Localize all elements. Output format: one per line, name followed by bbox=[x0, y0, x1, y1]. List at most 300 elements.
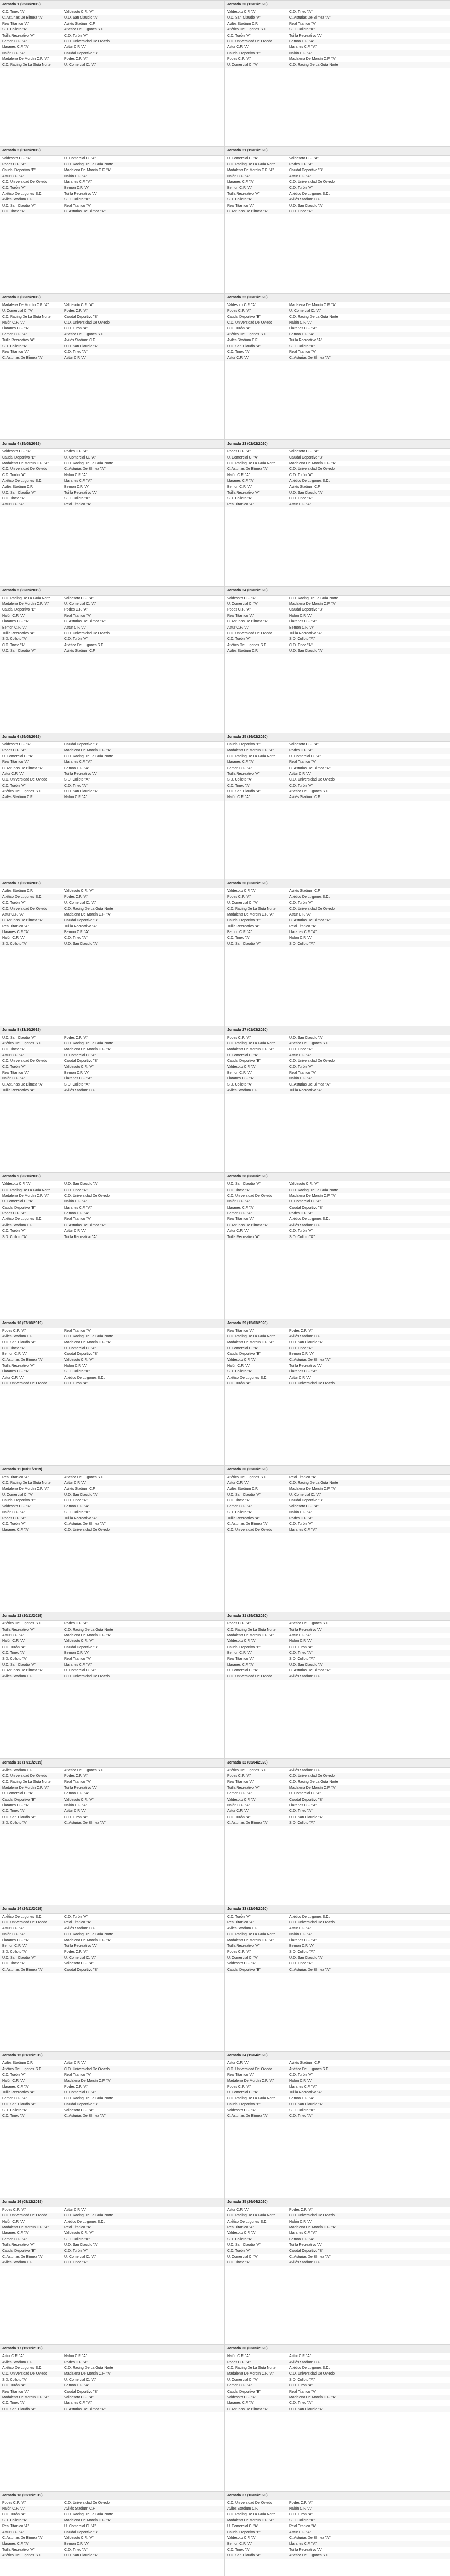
away-team: C. Asturias De Blimea "A" bbox=[289, 1669, 331, 1673]
away-team: Valdesoto C.F. "A" bbox=[289, 1182, 319, 1187]
match-row bbox=[225, 1053, 450, 1058]
away-team: Caudal Deportivo "B" bbox=[289, 1206, 323, 1210]
away-team: C.D. Tineo "A" bbox=[64, 784, 88, 788]
home-team: C.D. Tineo "A" bbox=[2, 2401, 25, 2405]
home-team: Astur C.F. "A" bbox=[2, 1926, 24, 1930]
round-title: Jornada 15 (01/12/2019) bbox=[0, 2051, 224, 2060]
away-team: Madalena De Morcín C.F. "A" bbox=[64, 2372, 111, 2376]
away-team: Bemon C.F. "A" bbox=[64, 930, 90, 935]
match-row bbox=[225, 179, 450, 185]
home-team: Astur C.F. "A" bbox=[227, 45, 249, 49]
home-team: Astur C.F. "A" bbox=[2, 502, 24, 506]
match-row bbox=[225, 1082, 450, 1088]
match-row bbox=[0, 783, 224, 789]
match-row bbox=[225, 449, 450, 454]
away-team: Real Titanico "A" bbox=[64, 1217, 92, 1222]
match-row bbox=[0, 1375, 224, 1381]
away-team: Tuilla Recreativo "A" bbox=[289, 2091, 322, 2095]
away-team: Caudal Deportivo "B" bbox=[64, 51, 98, 55]
match-row bbox=[225, 2102, 450, 2107]
home-team: Llaranes C.F. "A" bbox=[227, 760, 254, 765]
home-team: Tuilla Recreativo "A" bbox=[227, 1235, 260, 1239]
home-team: Bemon C.F. "A" bbox=[227, 485, 252, 489]
match-row bbox=[225, 1088, 450, 1093]
round-title: Jornada 2 (01/09/2019) bbox=[0, 146, 224, 156]
match-row bbox=[225, 636, 450, 642]
match-row bbox=[0, 472, 224, 478]
away-team: C.D. Racing De La Guía Norte bbox=[289, 63, 338, 67]
away-team: Madalena De Morcín C.F. "A" bbox=[289, 602, 336, 606]
away-team: Real Titanico "A" bbox=[289, 22, 317, 26]
away-team: C. Asturias De Blimea "A" bbox=[64, 209, 106, 213]
home-team: U. Comercial C. "A" bbox=[227, 2378, 258, 2382]
match-row bbox=[225, 2377, 450, 2383]
home-team: U.D. San Claudio "A" bbox=[227, 344, 261, 348]
away-team: C.D. Turón "A" bbox=[289, 2073, 313, 2077]
match-row bbox=[0, 2530, 224, 2535]
match-row bbox=[225, 1955, 450, 1961]
home-team: Avilés Stadium C.F. bbox=[2, 2261, 33, 2265]
round-title: Jornada 26 (23/02/2020) bbox=[225, 879, 450, 888]
match-row bbox=[225, 15, 450, 21]
match-row bbox=[225, 466, 450, 472]
away-team: Real Titanico "A" bbox=[289, 924, 317, 928]
away-team: C.D. Tineo "A" bbox=[289, 643, 313, 647]
home-team: C.D. Tineo "A" bbox=[227, 936, 250, 940]
match-row bbox=[225, 1035, 450, 1041]
away-team: C.D. Turón "A" bbox=[289, 784, 313, 788]
away-team: C. Asturias De Blimea "A" bbox=[289, 2536, 331, 2540]
away-team: Llaranes C.F. "A" bbox=[289, 1370, 317, 1374]
away-team: Podes C.F. "A" bbox=[64, 1036, 88, 1040]
round-title: Jornada 34 (19/04/2020) bbox=[225, 2051, 450, 2060]
home-team: Podes C.F. "A" bbox=[227, 895, 251, 899]
away-team: Llaranes C.F. "A" bbox=[289, 620, 317, 624]
match-row bbox=[225, 2353, 450, 2359]
away-team: Tuilla Recreativo "A" bbox=[64, 1944, 97, 1948]
away-team: S.D. Colloto "A" bbox=[289, 1950, 315, 1954]
match-row bbox=[0, 906, 224, 912]
away-team: Valdesoto C.F. "A" bbox=[64, 303, 94, 307]
home-team: Tuilla Recreativo "A" bbox=[2, 1089, 35, 1093]
away-team: C. Asturias De Blimea "A" bbox=[64, 2407, 106, 2411]
away-team: Llaranes C.F. "A" bbox=[289, 2542, 317, 2546]
match-row bbox=[0, 33, 224, 39]
match-row bbox=[0, 794, 224, 800]
away-team: Nalón C.F. "A" bbox=[64, 1200, 88, 1204]
away-team: C.D. Racing De La Guía Norte bbox=[64, 2214, 113, 2218]
match-row bbox=[225, 33, 450, 39]
away-team: Podes C.F. "A" bbox=[289, 1329, 313, 1333]
home-team: Madalena De Morcín C.F. "A" bbox=[227, 2518, 274, 2522]
away-team: Astur C.F. "A" bbox=[289, 912, 311, 917]
home-team: Nalón C.F. "A" bbox=[227, 795, 250, 800]
home-team: C.D. Universidad De Oviedo bbox=[227, 631, 272, 635]
away-team: Tuilla Recreativo "A" bbox=[289, 1089, 322, 1093]
home-team: C.D. Turón "A" bbox=[2, 784, 26, 788]
round-title: Jornada 27 (01/03/2020) bbox=[225, 1026, 450, 1035]
home-team: Valdesoto C.F. "A" bbox=[227, 303, 256, 307]
home-team: Astur C.F. "A" bbox=[227, 356, 249, 360]
away-team: C.D. Universidad De Oviedo bbox=[289, 1774, 335, 1778]
match-row bbox=[225, 1357, 450, 1363]
match-row bbox=[0, 1381, 224, 1386]
match-row bbox=[0, 935, 224, 941]
match-row bbox=[0, 2406, 224, 2412]
match-row bbox=[0, 1943, 224, 1949]
home-team: Valdesoto C.F. "A" bbox=[2, 1504, 31, 1509]
home-team: U.D. San Claudio "A" bbox=[227, 2554, 261, 2558]
match-row bbox=[0, 1181, 224, 1187]
round-title: Jornada 23 (02/02/2020) bbox=[225, 439, 450, 449]
match-row bbox=[0, 1920, 224, 1925]
home-team: C. Asturias De Blimea "A" bbox=[2, 766, 43, 770]
home-team: Llaranes C.F. "A" bbox=[2, 1528, 29, 1532]
away-team: Podes C.F. "A" bbox=[64, 895, 88, 899]
home-team: U.D. San Claudio "A" bbox=[2, 490, 36, 495]
match-row bbox=[0, 2541, 224, 2547]
away-team: Llaranes C.F. "A" bbox=[64, 479, 92, 483]
match-row bbox=[225, 1779, 450, 1785]
away-team: C.D. Turón "A" bbox=[289, 901, 313, 905]
round-block bbox=[0, 1612, 225, 1758]
away-team: U. Comercial C. "A" bbox=[64, 157, 96, 161]
away-team: S.D. Colloto "A" bbox=[289, 28, 315, 32]
match-row bbox=[0, 2242, 224, 2248]
away-team: C. Asturias De Blimea "A" bbox=[289, 766, 331, 770]
away-team: Madalena De Morcín C.F. "A" bbox=[64, 1341, 111, 1345]
match-row bbox=[0, 2225, 224, 2230]
away-team: Nalón C.F. "A" bbox=[64, 1804, 88, 1808]
round-block bbox=[0, 586, 225, 733]
match-row bbox=[225, 748, 450, 753]
home-team: Nalón C.F. "A" bbox=[2, 320, 25, 325]
away-team: Real Titanico "A" bbox=[289, 760, 317, 765]
round-title: Jornada 5 (22/09/2019) bbox=[0, 586, 224, 596]
home-team: C.D. Universidad De Oviedo bbox=[2, 1774, 47, 1778]
away-team: Podes C.F. "A" bbox=[289, 1516, 313, 1520]
away-team: C.D. Turón "A" bbox=[64, 2249, 88, 2253]
away-team: C.D. Racing De La Guía Norte bbox=[289, 1780, 338, 1784]
home-team: Tuilla Recreativo "A" bbox=[227, 924, 260, 928]
match-row bbox=[0, 754, 224, 759]
home-team: Atlético De Lugones S.D. bbox=[227, 1376, 268, 1380]
match-row bbox=[0, 625, 224, 631]
home-team: Bemon C.F. "A" bbox=[2, 625, 27, 630]
match-row bbox=[225, 27, 450, 32]
match-row bbox=[0, 759, 224, 765]
match-row bbox=[0, 355, 224, 361]
match-row bbox=[0, 39, 224, 44]
home-team: C.D. Turón "A" bbox=[2, 1645, 26, 1649]
home-team: C.D. Turón "A" bbox=[2, 1065, 26, 1069]
match-row bbox=[0, 1627, 224, 1633]
away-team: Avilés Stadium C.F. bbox=[289, 1334, 321, 1338]
home-team: Nalón C.F. "A" bbox=[2, 2507, 25, 2511]
away-team: Bemon C.F. "A" bbox=[64, 1071, 90, 1075]
away-team: Caudal Deportivo "B" bbox=[64, 1059, 98, 1063]
home-team: Tuilla Recreativo "A" bbox=[2, 338, 35, 343]
match-row bbox=[0, 1351, 224, 1357]
away-team: Astur C.F. "A" bbox=[64, 2208, 86, 2212]
match-row bbox=[225, 174, 450, 179]
round-title: Jornada 10 (27/10/2019) bbox=[0, 1319, 224, 1328]
match-row bbox=[225, 50, 450, 56]
home-team: C.D. Tineo "A" bbox=[2, 1962, 25, 1966]
match-row bbox=[0, 326, 224, 331]
match-row bbox=[225, 9, 450, 15]
match-row bbox=[225, 484, 450, 490]
match-row bbox=[225, 496, 450, 501]
home-team: Tuilla Recreativo "A" bbox=[2, 2243, 35, 2247]
round-title: Jornada 16 (08/12/2019) bbox=[0, 2198, 224, 2207]
away-team: Podes C.F. "A" bbox=[64, 57, 88, 61]
match-row bbox=[0, 337, 224, 343]
home-team: S.D. Colloto "A" bbox=[227, 1082, 252, 1087]
away-team: C.D. Racing De La Guía Norte bbox=[64, 162, 113, 166]
home-team: Astur C.F. "A" bbox=[2, 912, 24, 917]
round-title: Jornada 3 (08/09/2019) bbox=[0, 293, 224, 302]
home-team: C.D. Racing De La Guía Norte bbox=[2, 315, 51, 319]
match-row bbox=[0, 619, 224, 624]
home-team: Bemon C.F. "A" bbox=[227, 186, 252, 190]
home-team: Caudal Deportivo "B" bbox=[227, 1645, 261, 1649]
home-team: C. Asturias De Blimea "A" bbox=[227, 209, 268, 213]
home-team: Llaranes C.F. "A" bbox=[2, 1370, 29, 1374]
home-team: C.D. Turón "A" bbox=[2, 2384, 26, 2388]
home-team: Astur C.F. "A" bbox=[227, 2061, 249, 2065]
away-team: C.D. Universidad De Oviedo bbox=[289, 2214, 335, 2218]
match-row bbox=[0, 1475, 224, 1480]
home-team: C.D. Tineo "A" bbox=[227, 1499, 250, 1503]
home-team: Avilés Stadium C.F. bbox=[2, 1768, 33, 1772]
round-title: Jornada 32 (05/04/2020) bbox=[225, 1758, 450, 1768]
home-team: Atlético De Lugones S.D. bbox=[2, 192, 43, 196]
match-row bbox=[0, 2084, 224, 2090]
match-row bbox=[225, 1791, 450, 1797]
match-row bbox=[0, 2547, 224, 2553]
match-row bbox=[0, 302, 224, 308]
home-team: Podes C.F. "A" bbox=[227, 1036, 251, 1040]
away-team: Atlético De Lugones S.D. bbox=[289, 1915, 330, 1919]
away-team: Podes C.F. "A" bbox=[289, 1212, 313, 1216]
away-team: C.D. Racing De La Guía Norte bbox=[289, 315, 338, 319]
away-team: C.D. Universidad De Oviedo bbox=[289, 1921, 335, 1925]
away-team: Nalón C.F. "A" bbox=[64, 174, 88, 178]
home-team: Madalena De Morcín C.F. "A" bbox=[227, 1047, 274, 1052]
home-team: S.D. Colloto "A" bbox=[2, 637, 27, 641]
away-team: Caudal Deportivo "B" bbox=[64, 315, 98, 319]
round-title: Jornada 35 (26/04/2020) bbox=[225, 2198, 450, 2207]
away-team: Astur C.F. "A" bbox=[289, 1634, 311, 1638]
away-team: U. Comercial C. "A" bbox=[64, 2378, 96, 2382]
home-team: C.D. Tineo "A" bbox=[2, 1346, 25, 1350]
match-row bbox=[0, 642, 224, 648]
match-row bbox=[0, 1914, 224, 1920]
match-row bbox=[0, 888, 224, 894]
match-row bbox=[0, 27, 224, 32]
home-team: C.D. Turón "A" bbox=[227, 1815, 251, 1819]
match-row bbox=[225, 924, 450, 929]
away-team: U. Comercial C. "A" bbox=[64, 2524, 96, 2529]
away-team: U.D. San Claudio "A" bbox=[64, 16, 98, 20]
match-row bbox=[0, 209, 224, 214]
round-title: Jornada 7 (06/10/2019) bbox=[0, 879, 224, 888]
away-team: Tuilla Recreativo "A" bbox=[64, 490, 97, 495]
away-team: Avilés Stadium C.F. bbox=[289, 2061, 321, 2065]
match-row bbox=[225, 185, 450, 191]
match-row bbox=[0, 1791, 224, 1797]
away-team: Atlético De Lugones S.D. bbox=[64, 332, 105, 336]
match-row bbox=[0, 742, 224, 748]
away-team: U. Comercial C. "A" bbox=[289, 1200, 321, 1204]
match-row bbox=[0, 332, 224, 337]
away-team: Avilés Stadium C.F. bbox=[289, 2261, 321, 2265]
home-team: C. Asturias De Blimea "A" bbox=[2, 1358, 43, 1362]
match-row bbox=[0, 2254, 224, 2260]
match-row bbox=[0, 918, 224, 923]
home-team: U. Comercial C. "A" bbox=[2, 1200, 33, 1204]
home-team: U.D. San Claudio "A" bbox=[2, 2103, 36, 2107]
home-team: Madalena De Morcín C.F. "A" bbox=[2, 1786, 49, 1790]
match-row bbox=[225, 2553, 450, 2558]
away-team: Nalón C.F. "A" bbox=[64, 2354, 88, 2359]
match-row bbox=[0, 1656, 224, 1662]
home-team: C.D. Universidad De Oviedo bbox=[2, 2372, 47, 2376]
away-team: Tuilla Recreativo "A" bbox=[64, 772, 97, 776]
match-row bbox=[0, 900, 224, 906]
match-row bbox=[225, 326, 450, 331]
match-row bbox=[0, 1650, 224, 1656]
home-team: Valdesoto C.F. "A" bbox=[227, 1065, 256, 1069]
away-team: Atlético De Lugones S.D. bbox=[64, 1475, 105, 1479]
match-row bbox=[0, 1076, 224, 1081]
home-team: Podes C.F. "A" bbox=[2, 2208, 26, 2212]
match-row bbox=[225, 461, 450, 466]
match-row bbox=[0, 1082, 224, 1088]
home-team: Podes C.F. "A" bbox=[227, 1622, 251, 1626]
home-team: Llaranes C.F. "A" bbox=[2, 620, 29, 624]
home-team: Valdesoto C.F. "A" bbox=[2, 742, 31, 747]
match-row bbox=[0, 197, 224, 202]
match-row bbox=[225, 44, 450, 50]
away-team: Bemon C.F. "A" bbox=[64, 1504, 90, 1509]
home-team: Madalena De Morcín C.F. "A" bbox=[227, 912, 274, 917]
round-block bbox=[225, 1465, 450, 1612]
away-team: Valdesoto C.F. "A" bbox=[64, 1639, 94, 1643]
round-block bbox=[225, 1026, 450, 1172]
match-row bbox=[225, 1920, 450, 1925]
match-row bbox=[0, 894, 224, 900]
away-team: C.D. Tineo "A" bbox=[289, 1809, 313, 1814]
match-row bbox=[225, 2078, 450, 2084]
away-team: Valdesoto C.F. "A" bbox=[289, 742, 319, 747]
away-team: Astur C.F. "A" bbox=[289, 1376, 311, 1380]
home-team: Real Titanico "A" bbox=[227, 1921, 254, 1925]
match-row bbox=[225, 2383, 450, 2388]
match-row bbox=[225, 302, 450, 308]
match-row bbox=[225, 2360, 450, 2365]
home-team: C.D. Turón "A" bbox=[2, 186, 26, 190]
away-team: C.D. Racing De La Guía Norte bbox=[64, 907, 113, 911]
away-team: Avilés Stadium C.F. bbox=[289, 485, 321, 489]
away-team: Atlético De Lugones S.D. bbox=[289, 2067, 330, 2071]
away-team: Atlético De Lugones S.D. bbox=[289, 192, 330, 196]
away-team: Tuilla Recreativo "A" bbox=[289, 2548, 322, 2552]
away-team: U. Comercial C. "A" bbox=[64, 1053, 96, 1057]
match-row bbox=[225, 1076, 450, 1081]
away-team: Avilés Stadium C.F. bbox=[64, 1487, 96, 1491]
away-team: C.D. Turón "A" bbox=[289, 2513, 313, 2517]
home-team: C.D. Universidad De Oviedo bbox=[227, 1674, 272, 1679]
away-team: Nalón C.F. "A" bbox=[289, 51, 313, 55]
home-team: C.D. Racing De La Guía Norte bbox=[2, 1188, 51, 1192]
home-team: Real Titanico "A" bbox=[227, 1329, 254, 1333]
away-team: S.D. Colloto "A" bbox=[289, 344, 315, 348]
home-team: Madalena De Morcín C.F. "A" bbox=[227, 1341, 274, 1345]
home-team: Nalón C.F. "A" bbox=[2, 614, 25, 618]
home-team: C. Asturias De Blimea "A" bbox=[2, 356, 43, 360]
match-row bbox=[225, 490, 450, 496]
match-row bbox=[0, 771, 224, 777]
away-team: C.D. Turón "A" bbox=[64, 1815, 88, 1819]
away-team: Caudal Deportivo "B" bbox=[64, 2103, 98, 2107]
match-row bbox=[0, 203, 224, 209]
away-team: U. Comercial C. "A" bbox=[64, 2091, 96, 2095]
match-row bbox=[225, 2518, 450, 2523]
match-row bbox=[0, 179, 224, 185]
home-team: S.D. Colloto "A" bbox=[2, 1821, 27, 1825]
home-team: Atlético De Lugones S.D. bbox=[227, 2219, 268, 2224]
away-team: Astur C.F. "A" bbox=[289, 2354, 311, 2359]
away-team: Tuilla Recreativo "A" bbox=[289, 2243, 322, 2247]
home-team: Tuilla Recreativo "A" bbox=[227, 772, 260, 776]
match-row bbox=[0, 15, 224, 21]
away-team: Bemon C.F. "A" bbox=[289, 1944, 315, 1948]
match-row bbox=[0, 1621, 224, 1626]
away-team: S.D. Colloto "A" bbox=[64, 778, 90, 782]
away-team: C. Asturias De Blimea "A" bbox=[64, 467, 106, 471]
home-team: Atlético De Lugones S.D. bbox=[227, 28, 268, 32]
home-team: Avilés Stadium C.F. bbox=[2, 198, 33, 202]
match-row bbox=[225, 1064, 450, 1070]
home-team: U.D. San Claudio "A" bbox=[227, 2243, 261, 2247]
home-team: Atlético De Lugones S.D. bbox=[2, 1217, 43, 1222]
match-row bbox=[225, 2242, 450, 2248]
away-team: Bemon C.F. "A" bbox=[289, 1352, 315, 1357]
match-row bbox=[0, 924, 224, 929]
match-row bbox=[225, 1047, 450, 1053]
match-row bbox=[225, 314, 450, 320]
away-team: C.D. Universidad De Oviedo bbox=[289, 180, 335, 184]
home-team: C.D. Universidad De Oviedo bbox=[2, 1921, 47, 1925]
home-team: Bemon C.F. "A" bbox=[227, 766, 252, 770]
home-team: Valdesoto C.F. "A" bbox=[227, 2395, 256, 2399]
home-team: Bemon C.F. "A" bbox=[2, 2096, 27, 2100]
match-row bbox=[0, 1674, 224, 1680]
away-team: Madalena De Morcín C.F. "A" bbox=[289, 303, 336, 307]
round-title: Jornada 24 (09/02/2020) bbox=[225, 586, 450, 596]
home-team: Madalena De Morcín C.F. "A" bbox=[227, 2079, 274, 2083]
home-team: Avilés Stadium C.F. bbox=[227, 338, 258, 343]
home-team: S.D. Colloto "A" bbox=[2, 1950, 27, 1954]
away-team: Nalón C.F. "A" bbox=[64, 473, 88, 477]
round-block bbox=[225, 1612, 450, 1758]
match-row bbox=[225, 1627, 450, 1633]
match-row bbox=[0, 2523, 224, 2529]
match-row bbox=[225, 1328, 450, 1334]
match-row bbox=[225, 308, 450, 314]
